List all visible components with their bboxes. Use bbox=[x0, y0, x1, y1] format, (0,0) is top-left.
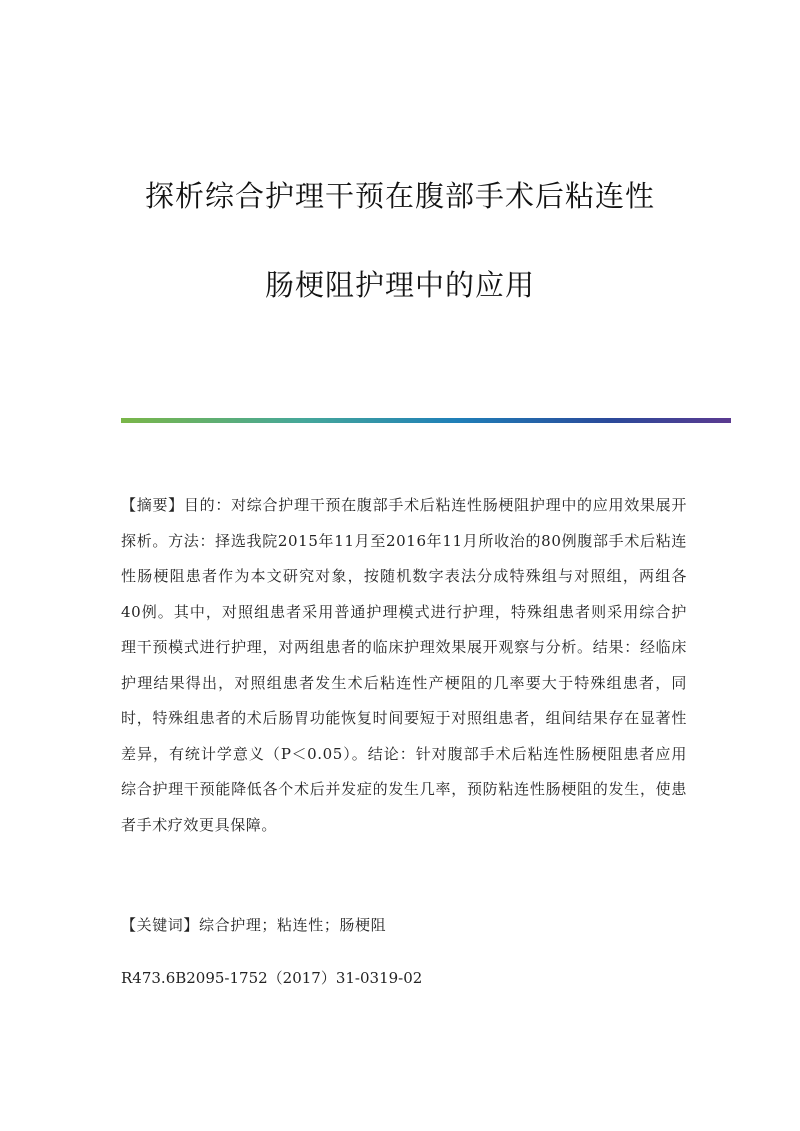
keywords-label: 【关键词】 bbox=[121, 916, 200, 934]
abstract-paragraph bbox=[121, 488, 687, 843]
paper-title bbox=[0, 178, 800, 303]
title-divider bbox=[121, 418, 731, 423]
classification-code: R473.6B2095-1752（2017）31-0319-02 bbox=[121, 969, 423, 987]
title-line-1: 探析综合护理干预在腹部手术后粘连性 bbox=[144, 179, 655, 213]
keywords-line bbox=[121, 913, 386, 937]
title-line-2: 肠梗阻护理中的应用 bbox=[264, 268, 535, 302]
abstract-label: 【摘要】 bbox=[121, 496, 184, 514]
abstract-text: 目的：对综合护理干预在腹部手术后粘连性肠梗阻护理中的应用效果展开探析。方法：择选我院2015年11月至2016年11月所收治的80例腹部手术后粘连性肠梗阻患者作为本文研究对象，按随机数字表法分成特殊组与对照组，两组各40例。其中，对照组患者采用普通护理模式进行护理，特殊组患者则采用综合护理干预模式进行护理，对两组患者的临床护理效果展开观察与分析。结果：经临床护理结果得出，对照组患者发生术后粘连性产梗阻的几率要大于特殊组患者，同时，特殊组患者的术后肠胃功能恢复时间要短于对照组患者，组间结果存在显著性差异，有统计学意义（P＜0.05）。结论：针对腹部手术后粘连性肠梗阻患者应用综合护理干预能降低各个术后并发症的发生几率，预防粘连性肠梗阻的发生，使患者手术疗效更具保障。 bbox=[121, 496, 687, 834]
keywords-text: 综合护理；粘连性；肠梗阻 bbox=[199, 916, 387, 934]
